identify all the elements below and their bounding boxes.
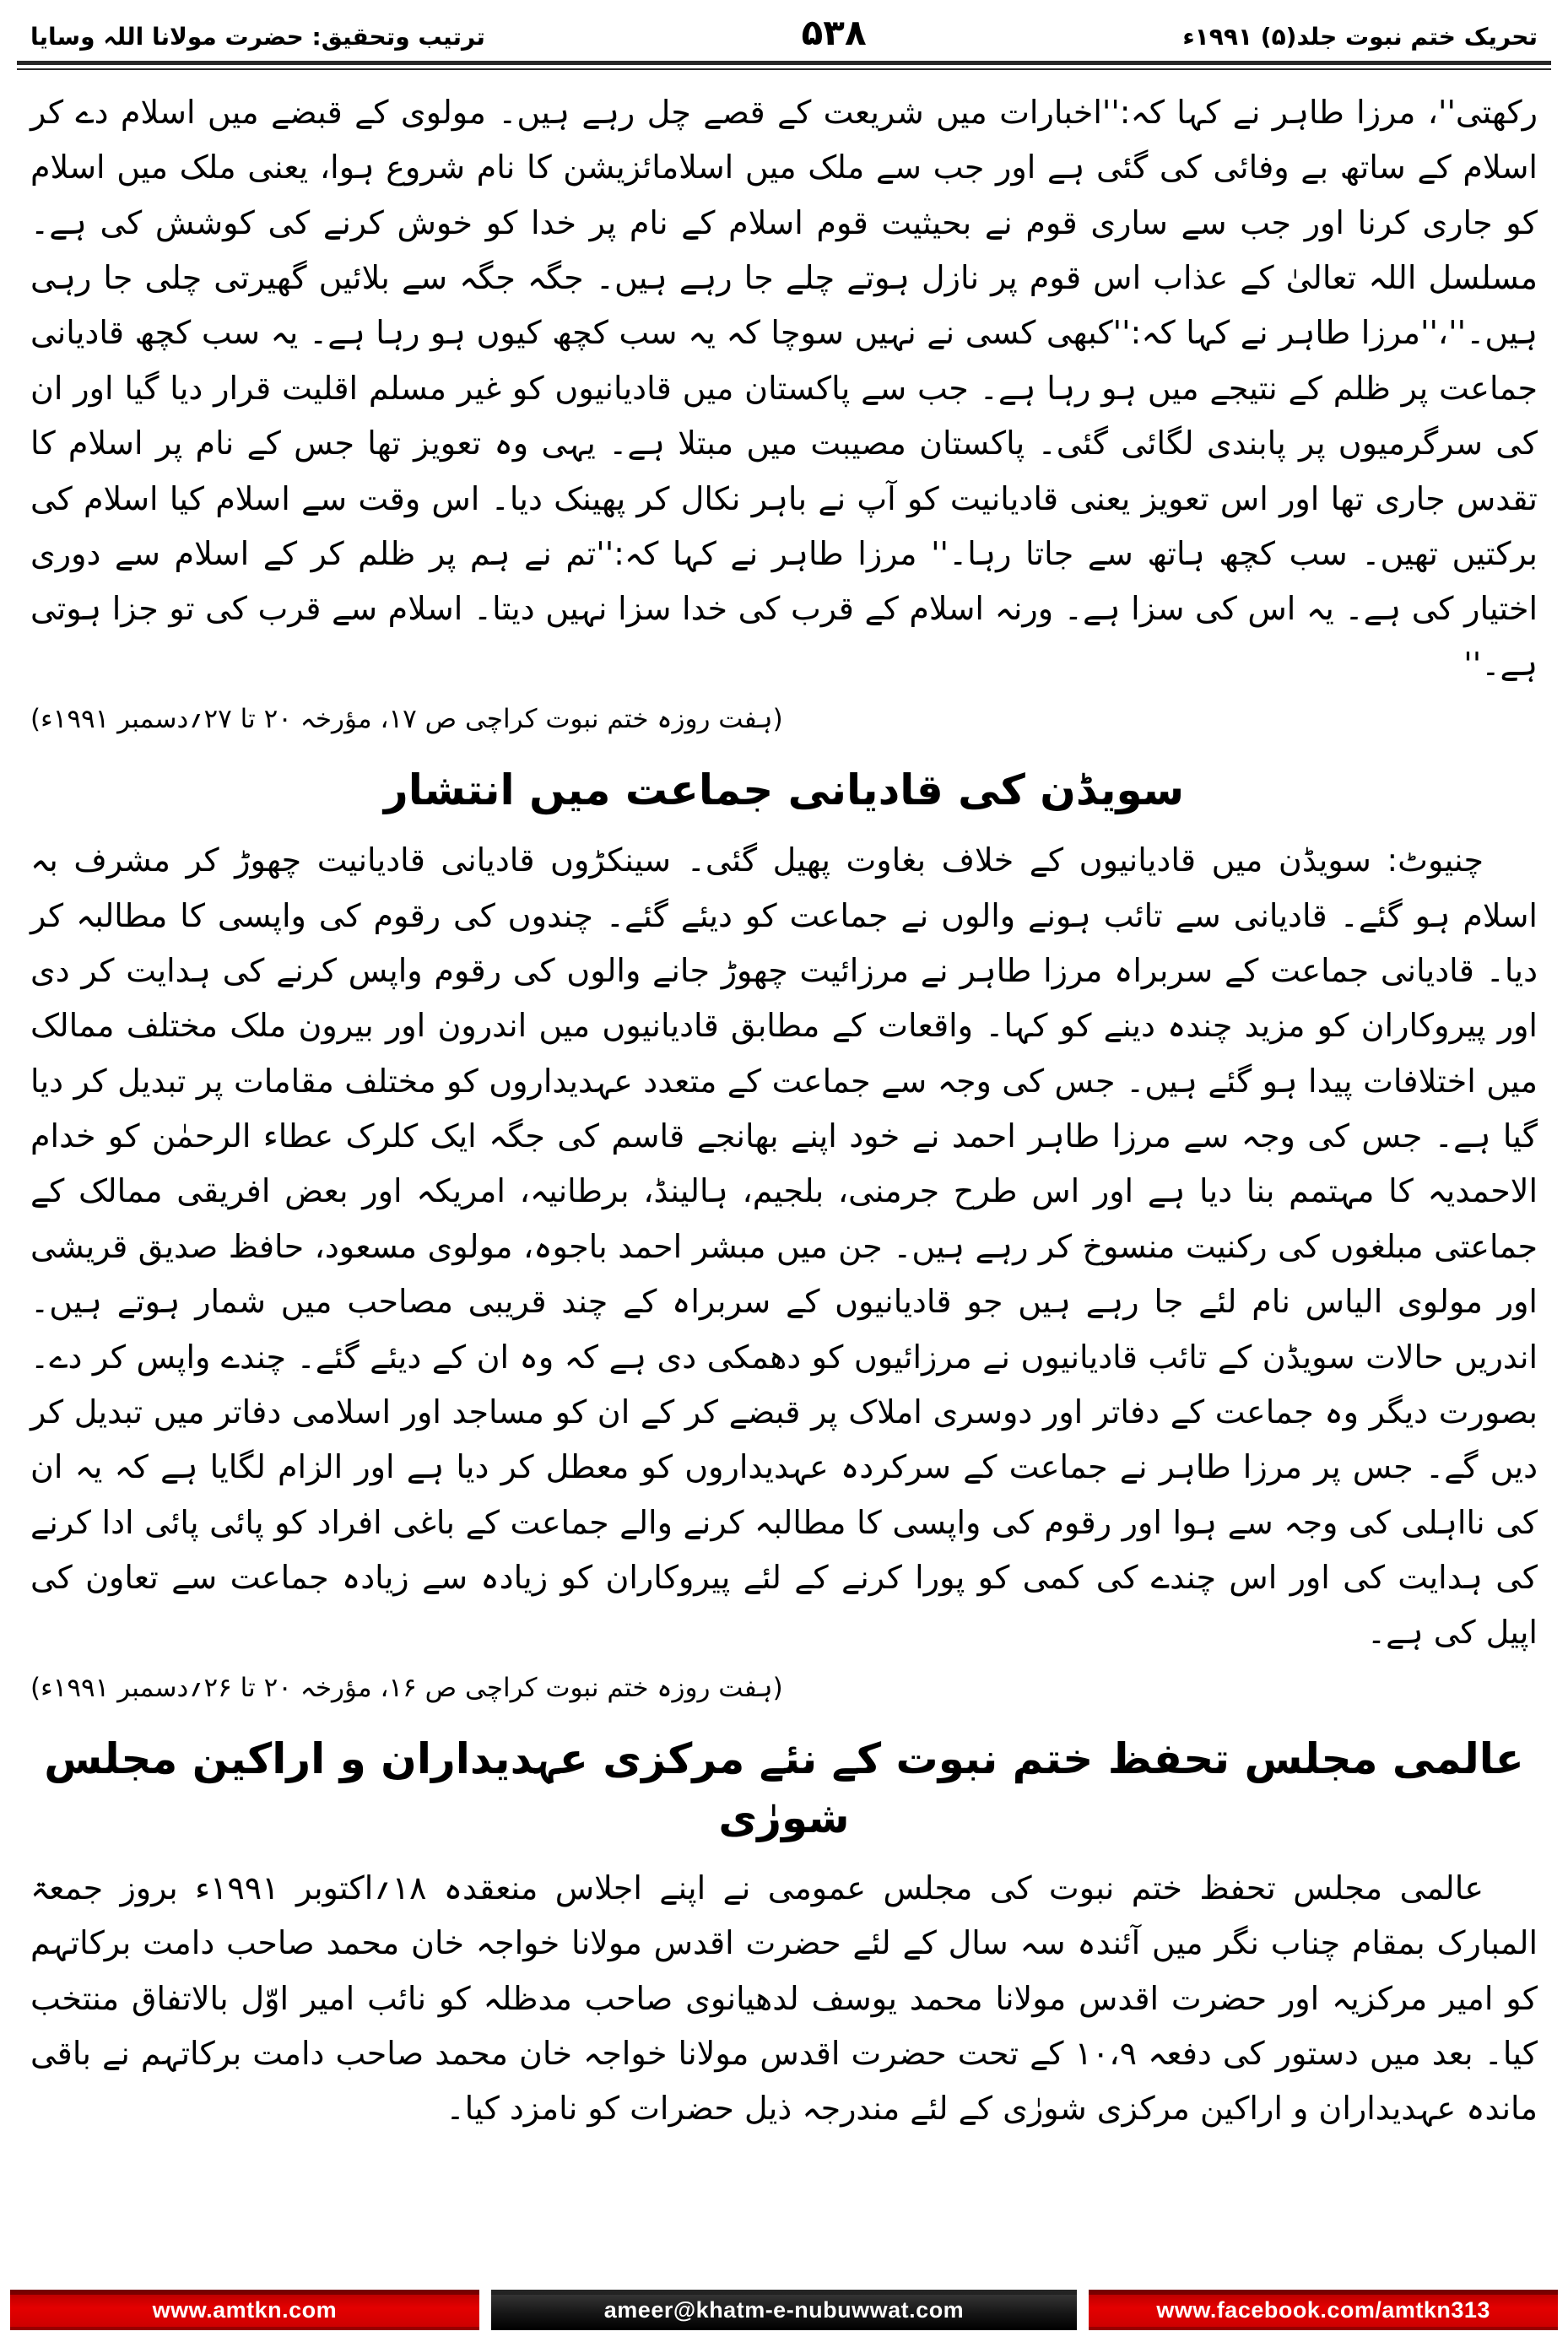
email-link[interactable]: ameer@khatm-e-nubuwwat.com	[491, 2290, 1078, 2330]
page-number: ۵۳۸	[801, 12, 867, 53]
section-heading-sweden-dissension: سویڈن کی قادیانی جماعت میں انتشار	[383, 765, 1185, 815]
facebook-link[interactable]: www.facebook.com/amtkn313	[1089, 2290, 1558, 2330]
citation-weekly-khatm-e-nubuwwat-1: (ہفت روزہ ختم نبوت کراچی ص ۱۷، مؤرخہ ۲۰ تا ۲۷؍دسمبر ۱۹۹۱ء)	[30, 703, 783, 734]
header-divider	[17, 61, 1551, 70]
paragraph-majlis-elections: عالمی مجلس تحفظ ختم نبوت کی مجلس عمومی نے اپنے اجلاس منعقدہ ۱۸؍اکتوبر ۱۹۹۱ء بروز جمعۃ المبارک بمقام چناب نگر میں آئندہ سہ سال کے لئے حضرت اقدس مولانا خواجہ خان محمد صاحب دامت برکاتہم کو امیر مرکزیہ اور حضرت اقدس مولانا محمد یوسف لدھیانوی صاحب مدظلہ کو نائب امیر اوّل بالاتفاق منتخب کیا۔ بعد میں دستور کی دفعہ ۱۰،۹ کے تحت حضرت اقدس مولانا خواجہ خان محمد صاحب دامت برکاتہم نے باقی ماندہ عہدیداران و اراکین مرکزی شورٰی کے لئے مندرجہ ذیل حضرات کو نامزد کیا۔	[30, 1869, 1538, 2128]
paragraph-sweden-report: چنیوٹ: سویڈن میں قادیانیوں کے خلاف بغاوت پھیل گئی۔ سینکڑوں قادیانی قادیانیت چھوڑ کر مشرف بہ اسلام ہو گئے۔ قادیانی سے تائب ہونے والوں نے جماعت کو دیئے گئے۔ چندوں کی رقوم کی واپسی کا مطالبہ کر دیا۔ قادیانی جماعت کے سربراہ مرزا طاہر نے مرزائیت چھوڑ جانے والوں کی رقوم واپس کرنے کی ہدایت کر دی اور پیروکاران کو مزید چندہ دینے کو کہا۔ واقعات کے مطابق قادیانیوں میں اندرون اور بیرون ملک مختلف ممالک میں اختلافات پیدا ہو گئے ہیں۔ جس کی وجہ سے جماعت کے متعدد عہدیداروں کو مختلف مقامات پر تبدیل کر دیا گیا ہے۔ جس کی وجہ سے مرزا طاہر احمد نے خود اپنے بھانجے قاسم کی جگہ ایک کلرک عطاء الرحمٰن کو خدام الاحمدیہ کا مہتمم بنا دیا ہے اور اس طرح جرمنی، بلجیم، ہالینڈ، برطانیہ، امریکہ اور بعض افریقی ممالک کے جماعتی مبلغوں کی رکنیت منسوخ کر رہے ہیں۔ جن میں مبشر احمد باجوہ، مولوی مسعود، حافظ صدیق قریشی اور مولوی الیاس نام لئے جا رہے ہیں جو قادیانیوں کے سربراہ کے چند قریبی مصاحب میں شمار ہوتے ہیں۔ اندریں حالات سویڈن کے تائب قادیانیوں نے مرزائیوں کو دھمکی دی ہے کہ وہ ان کے دیئے گئے۔ چندے واپس کر دے۔ بصورت دیگر وہ جماعت کے دفاتر اور دوسری املاک پر قبضے کر کے ان کو مساجد اور اسلامی دفاتر میں تبدیل کر دیں گے۔ جس پر مرزا طاہر نے جماعت کے سرکردہ عہدیداروں کو معطل کر دیا ہے اور الزام لگایا ہے کہ یہ ان کی نااہلی کی وجہ سے ہوا اور رقوم کی واپسی کا مطالبہ کرنے والے جماعت کے باغی افراد کو پائی پائی ادا کرنے کی ہدایت کی اور اس چندے کی کمی کو پورا کرنے کے لئے پیروکاران کو زیادہ سے زیادہ جماعت سے تعاون کی اپیل کی ہے۔	[30, 841, 1538, 1652]
paragraph-quote-mirza-tahir: رکھتی''، مرزا طاہر نے کہا کہ:''اخبارات میں شریعت کے قصے چل رہے ہیں۔ مولوی کے قبضے میں اسلام دے کر اسلام کے ساتھ بے وفائی کی گئی ہے اور جب سے ملک میں اسلامائزیشن کا نام شروع ہوا، یعنی ملک میں اسلام کو جاری کرنا اور جب سے ساری قوم نے بحیثیت قوم اسلام کے نام پر خدا کو خوش کرنے کی کوشش کی ہے۔ مسلسل اللہ تعالیٰ کے عذاب اس قوم پر نازل ہوتے چلے جا رہے ہیں۔ جگہ جگہ سے بلائیں گھیرتی چلی جا رہی ہیں۔''،''مرزا طاہر نے کہا کہ:''کبھی کسی نے نہیں سوچا کہ یہ سب کچھ کیوں ہو رہا ہے۔ یہ سب کچھ قادیانی جماعت پر ظلم کے نتیجے میں ہو رہا ہے۔ جب سے پاکستان میں قادیانیوں کو غیر مسلم اقلیت قرار دیا گیا اور ان کی سرگرمیوں پر پابندی لگائی گئی۔ پاکستان مصیبت میں مبتلا ہے۔ یہی وہ تعویز تھا جس کے نام پر اسلام کا تقدس جاری تھا اور اس تعویز یعنی قادیانیت کو آپ نے باہر نکال کر پھینک دیا۔ اس وقت سے اسلام کیا اسلام کی برکتیں تھیں۔ سب کچھ ہاتھ سے جاتا رہا۔'' مرزا طاہر نے کہا کہ:''تم نے ہم پر ظلم کر کے اسلام سے دوری اختیار کی ہے۔ یہ اس کی سزا ہے۔ ورنہ اسلام کے قرب کی خدا سزا نہیں دیتا۔ اسلام سے قرب کی تو جزا ہوتی ہے۔''	[30, 94, 1538, 683]
page-header	[0, 0, 1568, 56]
header-divider-thick-line	[17, 61, 1551, 65]
section-heading-new-office-bearers: عالمی مجلس تحفظ ختم نبوت کے نئے مرکزی عہدیداران و اراکین مجلس شورٰی	[44, 1734, 1524, 1842]
website-link[interactable]: www.amtkn.com	[10, 2290, 479, 2330]
citation-weekly-khatm-e-nubuwwat-2: (ہفت روزہ ختم نبوت کراچی ص ۱۶، مؤرخہ ۲۰ تا ۲۶؍دسمبر ۱۹۹۱ء)	[30, 1672, 783, 1703]
page-footer	[10, 2290, 1558, 2330]
editor-credit: ترتیب وتحقیق: حضرت مولانا اللہ وسایا	[30, 23, 485, 51]
page-body	[0, 70, 1568, 2137]
volume-title: تحریک ختم نبوت جلد(۵) ۱۹۹۱ء	[1182, 23, 1538, 51]
